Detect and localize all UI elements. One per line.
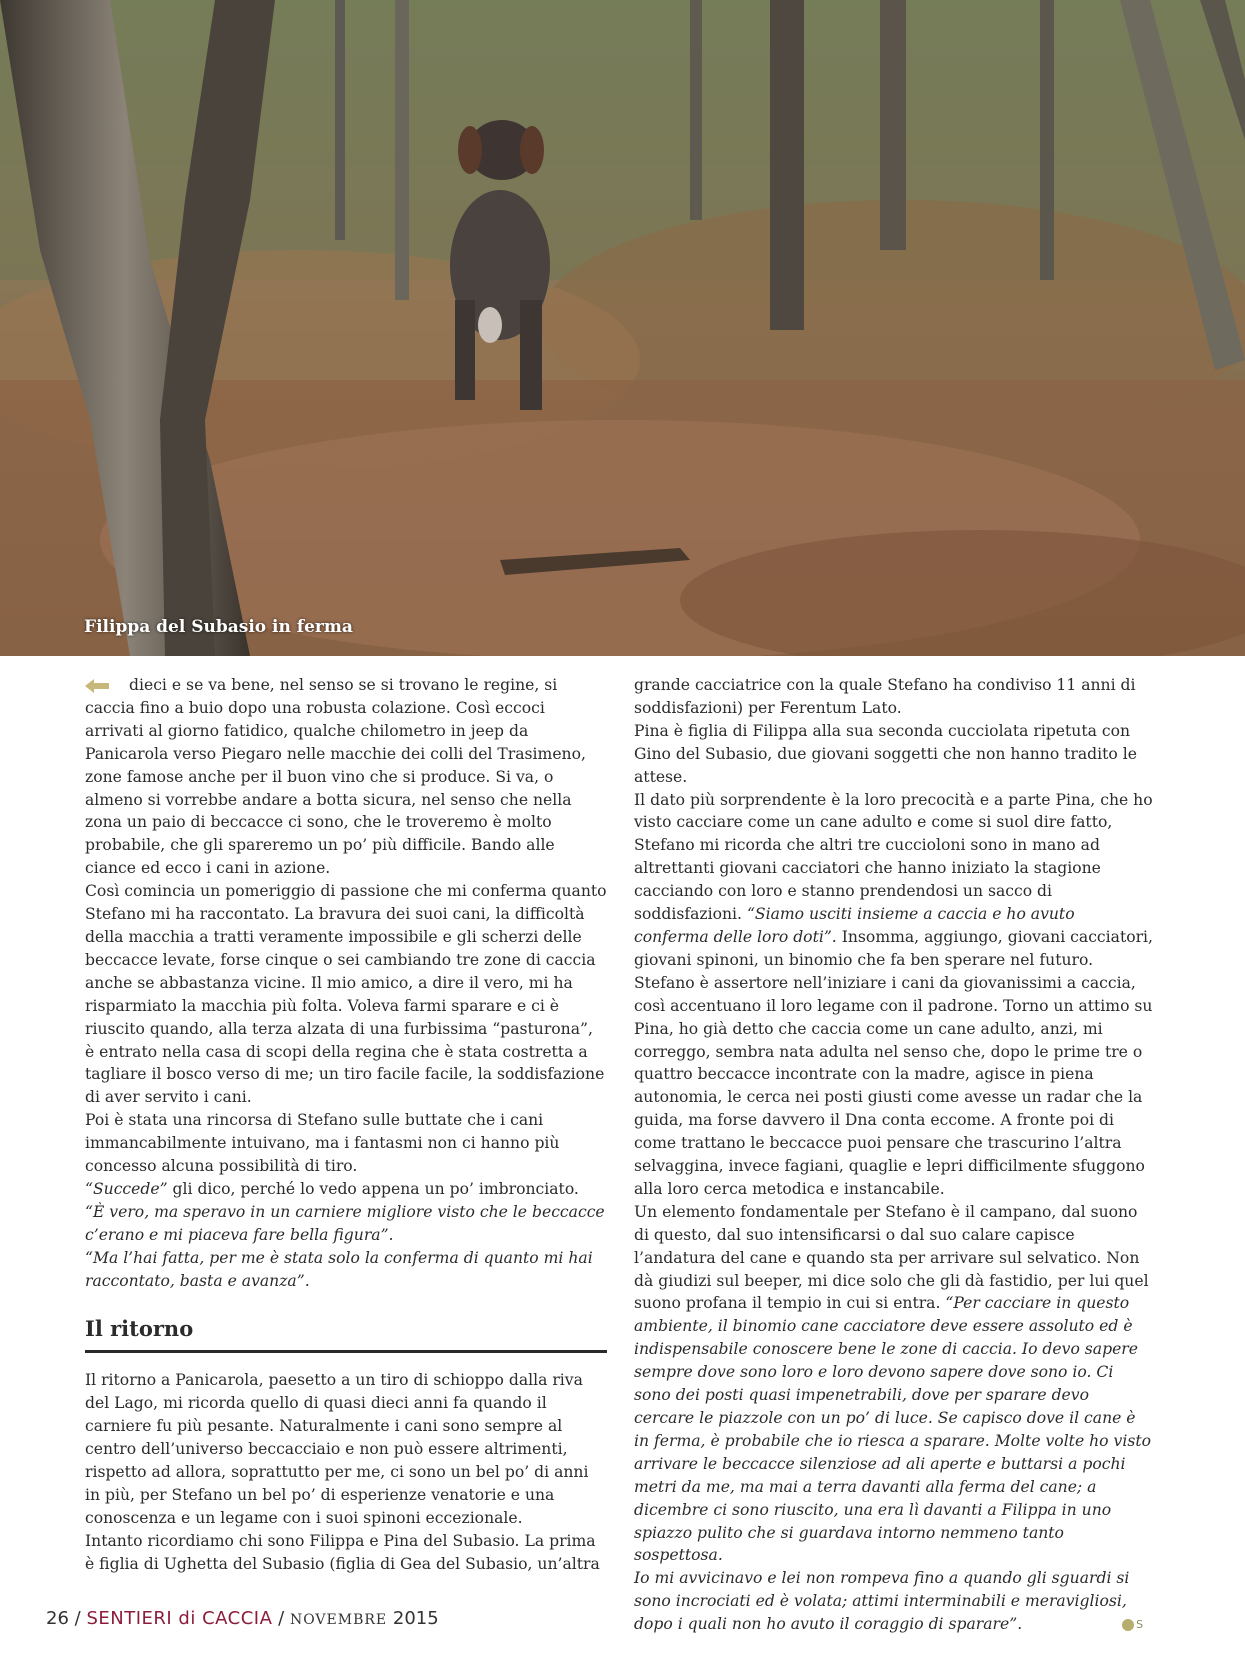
paragraph: Un elemento fondamentale per Stefano è il campano, dal suono di questo, dal suo intensificarsi o dal suo calare capisce l’andatura del cane e quando sta per arrivare sul selvatico. Non dà giudizi sul beeper, mi dice solo che gli dà fastidio, per lui quel suono profana il tempio in cui si entra. “Per cacciare in questo ambiente, il binomio cane cacciatore deve essere assoluto ed è indispensabile conoscere bene le zone di caccia. Io devo sapere sempre dove sono loro e loro devono sapere dove sono io. Ci sono dei posti quasi impenetrabili, dove per sparare devo cercare le piazzole con un po’ di luce. Se capisco dove il cane è in ferma, è probabile che io riesca a sparare. Molte volte ho visto arrivare le beccacce silenziose ad ali aperte e buttarsi a pochi metri da me, ma mai a terra davanti alla ferma del cane; a dicembre ci sono riuscito, una era lì davanti a Filippa in uno spiazzo pulito che si guardava intorno nemmeno tanto sospettosa. [634,1202,1151,1565]
section-heading: Il ritorno [85,1314,607,1353]
photo-caption: Filippa del Subasio in ferma [84,617,353,637]
issue-year: 2015 [392,1608,439,1629]
end-mark-icon [1122,1619,1134,1631]
woodland-dog-illustration [0,0,1245,656]
magazine-name: SENTIERI di CACCIA [86,1608,273,1629]
article-photo [0,0,1245,656]
issue-month: NOVEMBRE [289,1612,388,1628]
paragraph: dieci e se va bene, nel senso se si trovano le regine, si caccia fino a buio dopo una robusta colazione. Così eccoci arrivati al giorno fatidico, qualche chilometro in jeep da Panicarola verso Piegaro nelle macchie dei colli del Trasimeno, zone famose anche per il buon vino che si produce. Si va, o almeno si vorrebbe andare a botta sicura, nel senso che nella zona un paio di beccacce ci sono, che le troveremo è molto probabile, che gli spareremo un po’ più difficile. Bando alle ciance ed ecco i cani in azione. [85,676,586,878]
paragraph: Io mi avvicinavo e lei non rompeva fino a quando gli sguardi si sono incrociati ed è volata; attimi interminabili e meravigliosi, dopo i quali non ho avuto il coraggio di sparare”. S [634,1567,1154,1636]
paragraph: Così comincia un pomeriggio di passione che mi conferma quanto Stefano mi ha raccontato. La bravura dei suoi cani, la difficoltà della macchia a tratti veramente impossibile e gli scherzi delle beccacce levate, forse cinque o sei cambiando tre zone di caccia anche se abbastanza vicine. Il mio amico, a dire il vero, mi ha risparmiato la macchia più folta. Voleva farmi sparare e ci è riuscito quando, alla terza alzata di una furbissima “pasturona”, è entrato nella casa di scopi della regina che è stata costretta a tagliare il bosco verso di me; un tiro facile facile, la soddisfazione di aver servito i cani. [85,882,607,1107]
paragraph: Il ritorno a Panicarola, paesetto a un tiro di schioppo dalla riva del Lago, mi ricorda quello di quasi dieci anni fa quando il carniere fu più pesante. Naturalmente i cani sono sempre al centro dell’universo beccacciaio e non può essere altrimenti, rispetto ad allora, soprattutto per me, ci sono un bel po’ di anni in più, per Stefano un bel po’ di esperienze venatorie e una conoscenza e un legame con i suoi spinoni eccezionale. [85,1371,589,1527]
article-column-right [634,674,1154,1637]
page-footer: 26 / SENTIERI di CACCIA / NOVEMBRE 2015 [46,1608,439,1629]
quote-paragraph: “Ma l’hai fatta, per me è stata solo la conferma di quanto mi hai raccontato, basta e avanza”. [85,1248,593,1290]
quote-paragraph: “È vero, ma speravo in un carniere migliore visto che le beccacce c’erano e mi piaceva fare bella figura”. [85,1202,605,1244]
end-of-article-mark: S [1122,1614,1143,1637]
paragraph: Stefano è assertore nell’iniziare i cani da giovanissimi a caccia, così accentuano il loro legame con il padrone. Torno un attimo su Pina, ho già detto che caccia come un cane adulto, anzi, mi correggo, sembra nata adulta nel senso che, dopo le prime tre o quattro beccacce incontrate con la madre, agisce in piena autonomia, le cerca nei posti giusti come avesse un radar che la guida, ma forse davvero il Dna conta eccome. A fronte poi di come trattano le beccacce puoi pensare che trascurino l’altra selvaggina, invece fagiani, quaglie e lepri difficilmente sfuggono alla loro cerca metodica e instancabile. [634,973,1153,1198]
paragraph: Intanto ricordiamo chi sono Filippa e Pina del Subasio. La prima è figlia di Ughetta del Subasio (figlia di Gea del Subasio, un’altra [85,1531,600,1573]
paragraph: Pina è figlia di Filippa alla sua seconda cucciolata ripetuta con Gino del Subasio, due giovani soggetti che non hanno tradito le attese. [634,721,1137,786]
paragraph: Poi è stata una rincorsa di Stefano sulle buttate che i cani immancabilmente intuivano, ma i fantasmi non ci hanno più concesso alcuna possibilità di tiro. [85,1111,560,1176]
quote-paragraph: “Succede” gli dico, perché lo vedo appena un po’ imbronciato. [85,1179,579,1198]
paragraph: grande cacciatrice con la quale Stefano ha condiviso 11 anni di soddisfazioni) per Ferentum Lato. [634,676,1136,717]
paragraph: Il dato più sorprendente è la loro precocità e a parte Pina, che ho visto cacciare come un cane adulto e come si suol dire fatto, Stefano mi ricorda che altri tre cuccioloni sono in mano ad altrettanti giovani cacciatori che hanno iniziato la stagione cacciando con loro e stanno prendendosi un sacco di soddisfazioni. “Siamo usciti insieme a caccia e ho avuto conferma delle loro doti”. Insomma, aggiungo, giovani cacciatori, giovani spinoni, un binomio che fa ben sperare nel futuro. [634,790,1154,969]
page-number: 26 [46,1608,69,1629]
arrow-left-icon [85,677,111,691]
article-column-left [85,674,607,1576]
